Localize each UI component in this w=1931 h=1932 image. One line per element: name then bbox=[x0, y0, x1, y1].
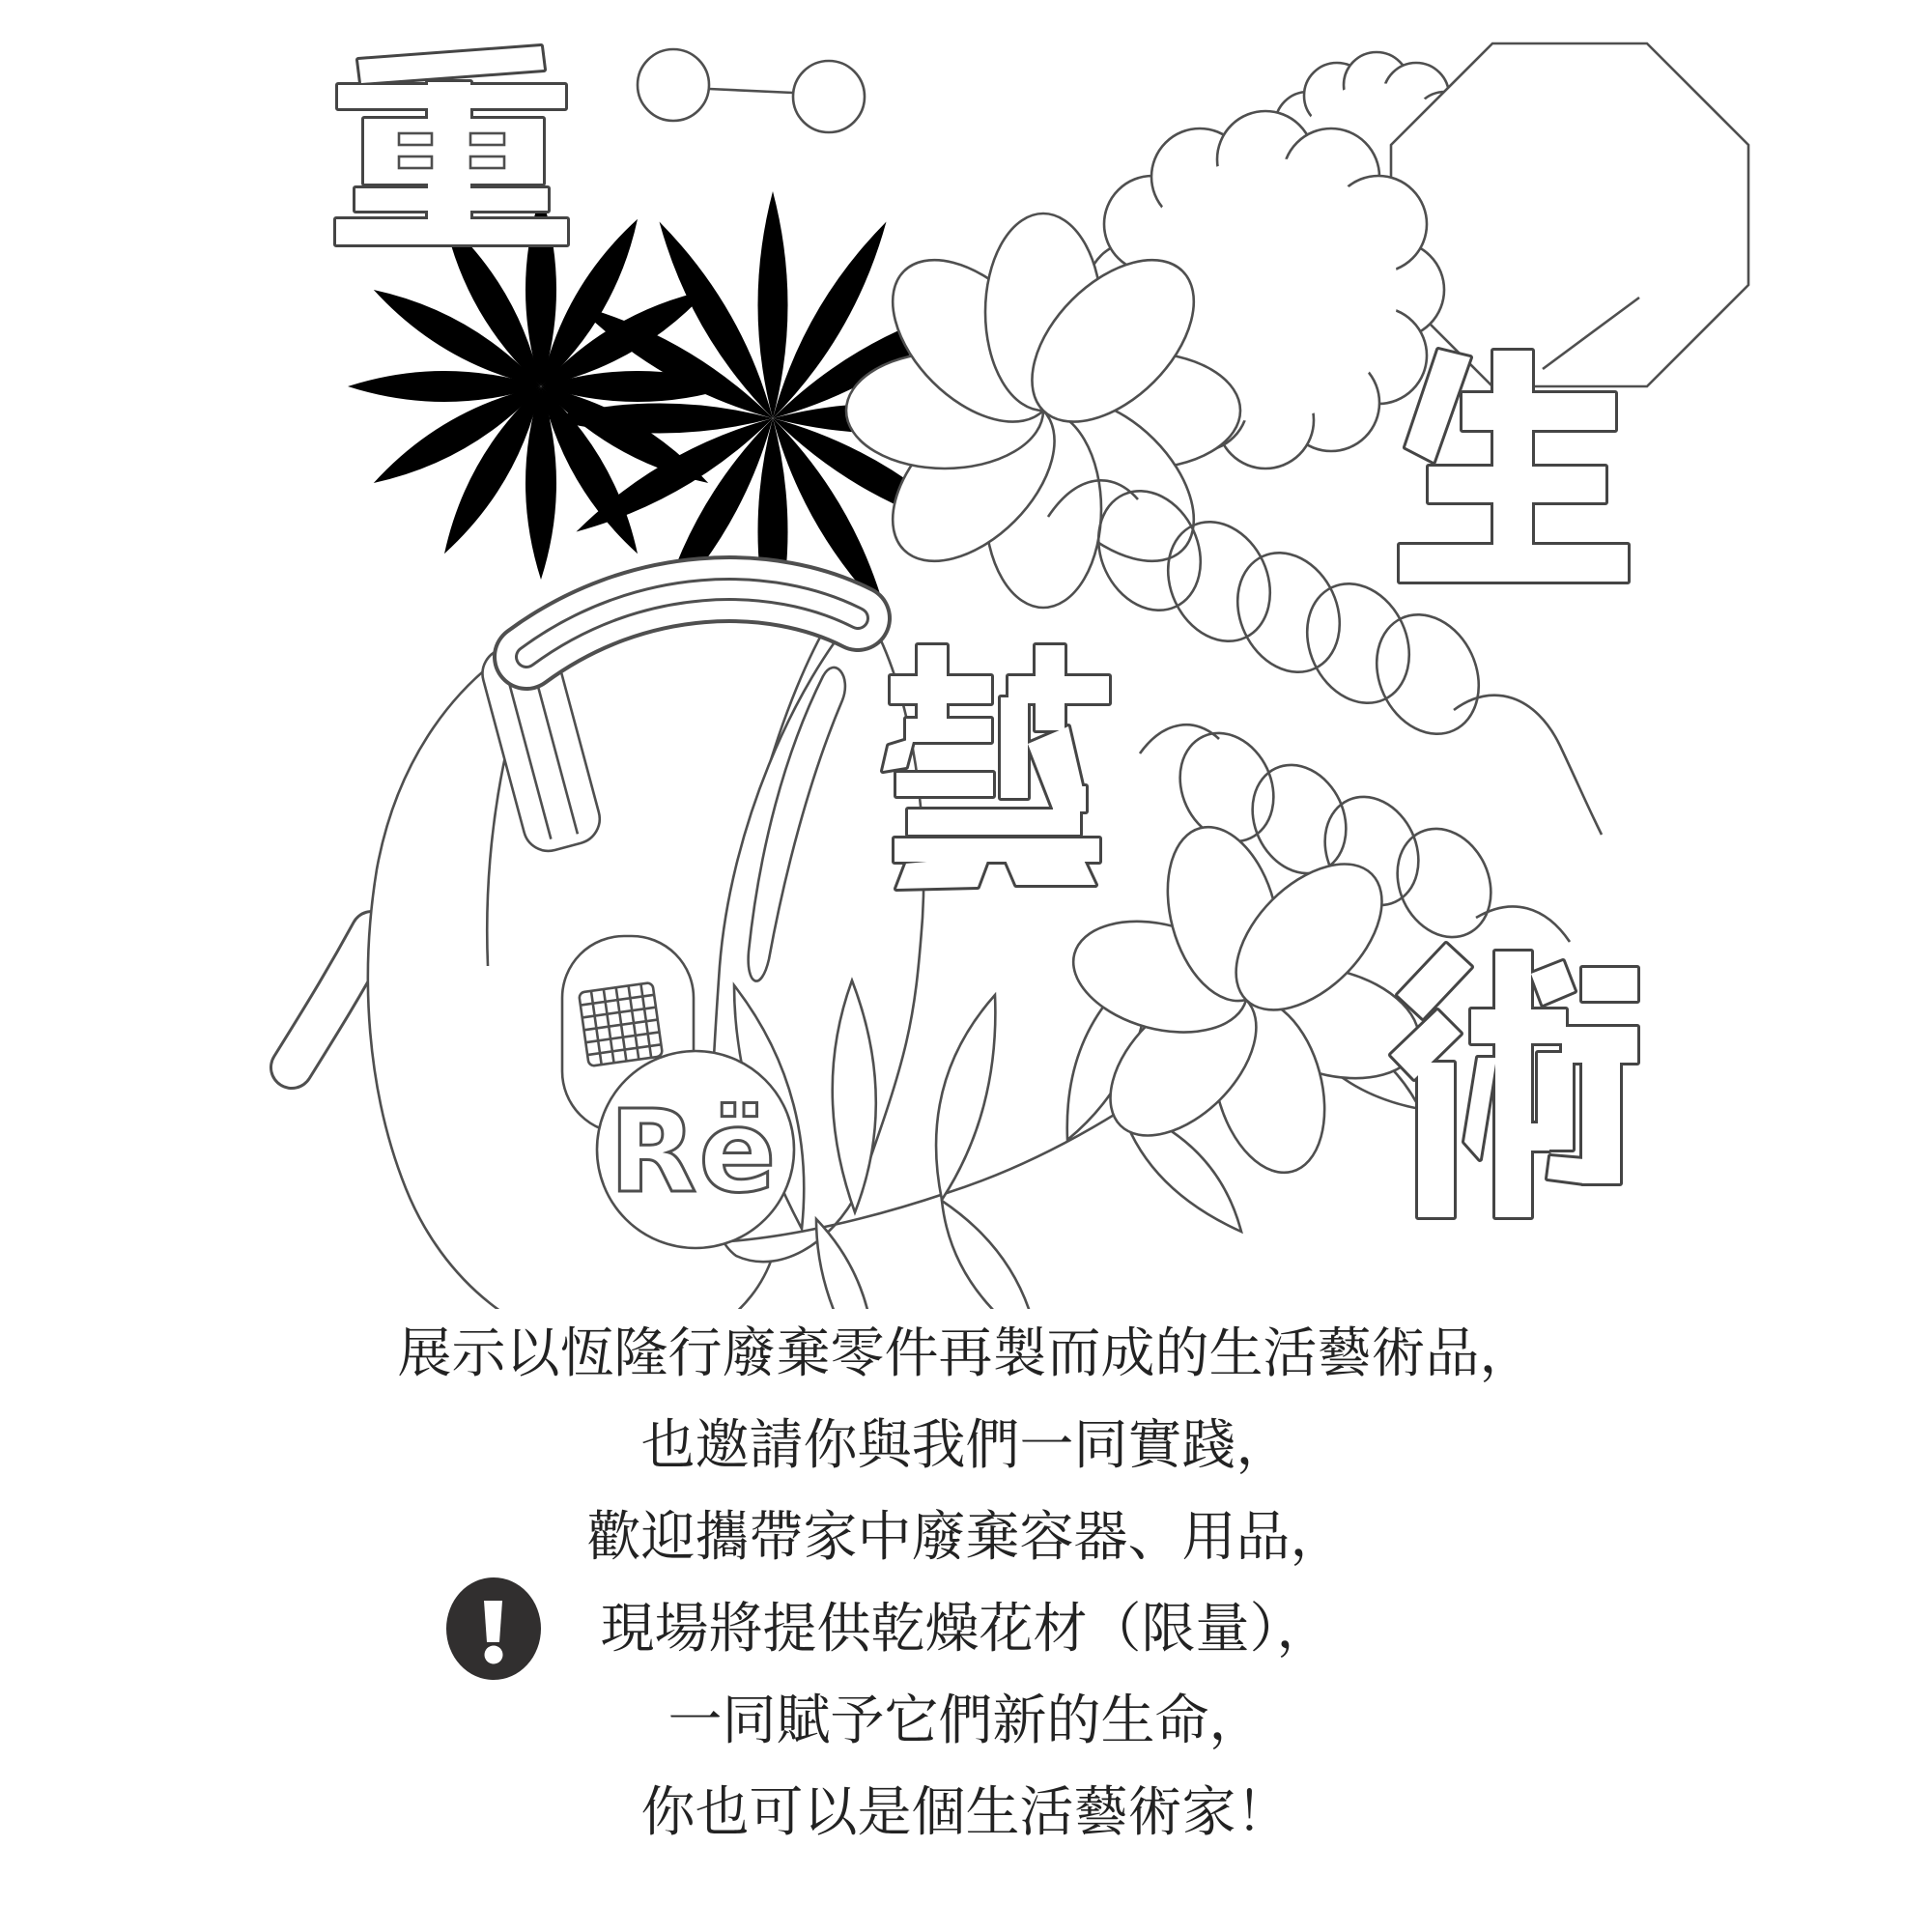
notice-line-5: 一同賦予它們新的生命， bbox=[667, 1690, 1264, 1750]
octagon-shape bbox=[1391, 43, 1748, 386]
iron-illustration bbox=[292, 589, 923, 1309]
notice-line-6: 你也可以是個生活藝術家！ bbox=[640, 1781, 1291, 1842]
title-char-zhong bbox=[336, 46, 567, 244]
notice-line-4: 現場將提供乾燥花材（限量）， bbox=[600, 1598, 1331, 1659]
notice-line-2: 也邀請你與我們一同實踐， bbox=[640, 1414, 1291, 1475]
leaf-icon bbox=[816, 1219, 874, 1309]
leaf-icon bbox=[942, 1201, 1038, 1309]
iron-grid-panel bbox=[579, 982, 663, 1066]
notice-text bbox=[0, 1307, 1931, 1858]
dumbbell-icon bbox=[638, 49, 865, 132]
re-logo bbox=[597, 1051, 794, 1248]
re-logo-text: Rë bbox=[609, 1085, 779, 1218]
title-char-shu bbox=[1391, 944, 1637, 1217]
notice-line-3: 歡迎攜帶家中廢棄容器、用品， bbox=[586, 1506, 1345, 1567]
notice-line-1: 展示以恆隆行廢棄零件再製而成的生活藝術品， bbox=[397, 1322, 1534, 1383]
round-petal-flower-icon bbox=[846, 213, 1240, 608]
six-petal-flower-icon bbox=[1061, 814, 1431, 1184]
leaf-icon bbox=[936, 995, 995, 1200]
